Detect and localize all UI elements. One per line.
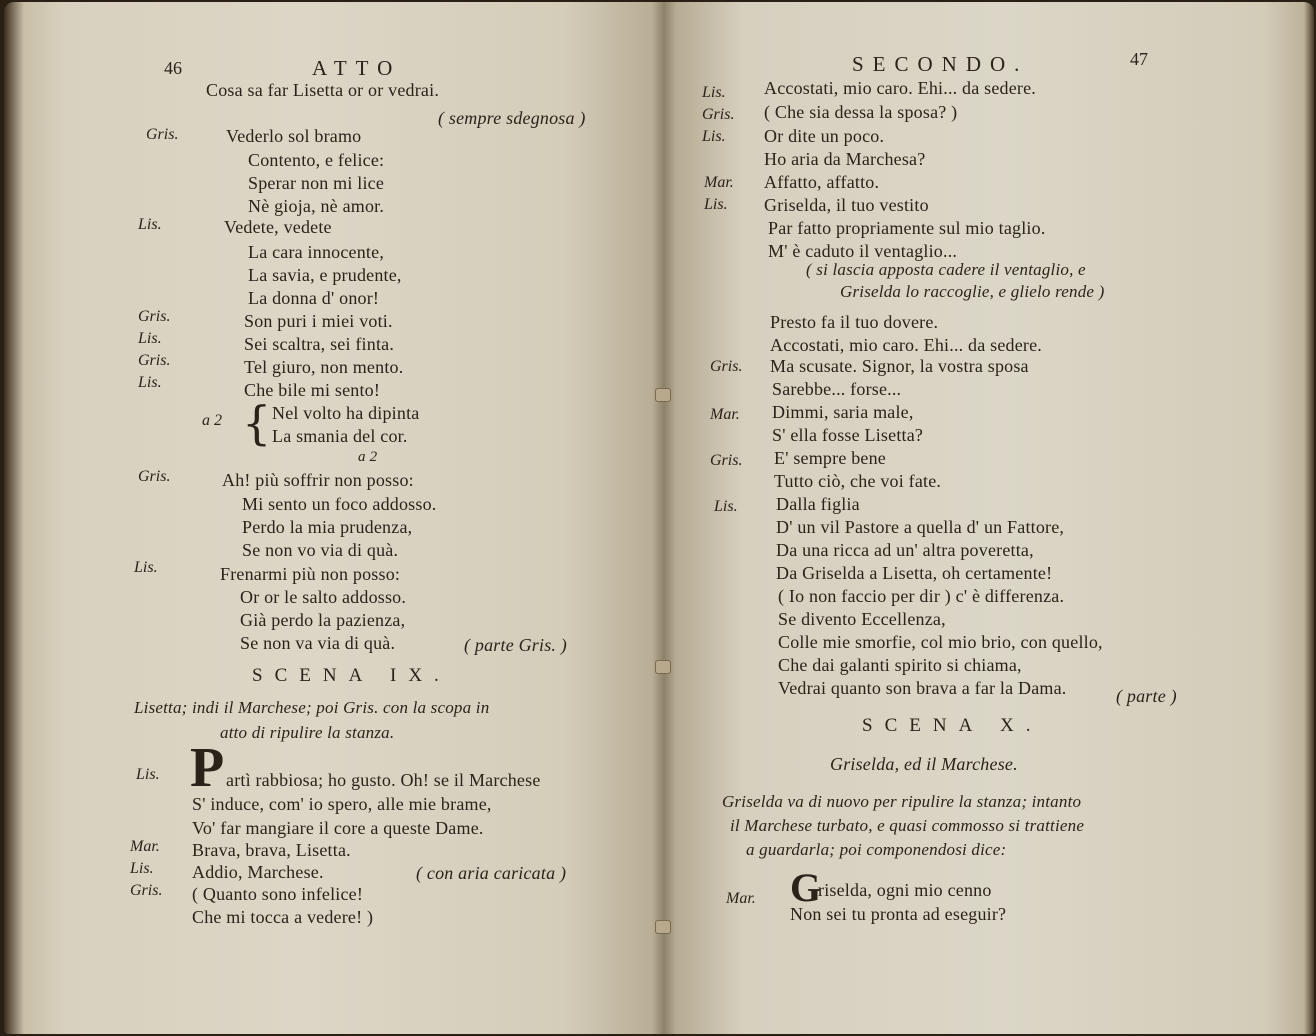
speaker-label: Lis. [130, 860, 154, 877]
verse-line: Se non vo via di quà. [242, 540, 399, 560]
speaker-label: Lis. [136, 766, 160, 783]
verse-line: ( Quanto sono infelice! [192, 884, 364, 904]
speaker-label: Mar. [130, 838, 160, 855]
stage-direction: ( sempre sdegnosa ) [438, 108, 586, 128]
drop-cap: G [790, 865, 822, 910]
verse-line: Mi sento un foco addosso. [242, 494, 437, 514]
speaker-label: Gris. [138, 352, 171, 369]
verse-line: E' sempre bene [774, 448, 886, 468]
verse-line: Che dai galanti spirito si chiama, [778, 655, 1022, 675]
verse-line: Ho aria da Marchesa? [764, 149, 926, 169]
verse-line: Sei scaltra, sei finta. [244, 334, 395, 354]
verse-line: La smania del cor. [272, 426, 408, 446]
stage-direction: ( parte ) [1116, 686, 1177, 706]
verse-line: D' un vil Pastore a quella d' un Fattore, [776, 517, 1065, 537]
scene-title: SCENA IX. [252, 665, 451, 686]
verse-line: Nè gioja, nè amor. [248, 196, 385, 216]
scene-subtitle: Griselda, ed il Marchese. [830, 754, 1018, 774]
verse-line: Se divento Eccellenza, [778, 609, 946, 629]
verse-line: Son puri i miei voti. [244, 311, 393, 331]
scene-direction: atto di ripulire la stanza. [220, 723, 395, 742]
verse-line: ( Io non faccio per dir ) c' è differenza. [778, 586, 1065, 606]
stage-direction: ( si lascia apposta cadere il ventaglio, e [806, 260, 1086, 279]
speaker-label: Gris. [146, 126, 179, 143]
speaker-label: Mar. [726, 890, 756, 907]
scene-direction: il Marchese turbato, e quasi commosso si trattiene [730, 816, 1085, 835]
speaker-label: Mar. [704, 174, 734, 191]
verse-line: Frenarmi più non posso: [220, 564, 401, 584]
speaker-label: Gris. [710, 358, 743, 375]
verse-line: Or dite un poco. [764, 126, 885, 146]
verse-line: Da Griselda a Lisetta, oh certamente! [776, 563, 1053, 583]
verse-line: Sarebbe... forse... [772, 379, 902, 399]
verse-line: Vo' far mangiare il core a queste Dame. [192, 818, 484, 838]
verse-line: Vedete, vedete [224, 217, 332, 237]
verse-line: Che mi tocca a vedere! ) [192, 907, 374, 927]
page-number: 47 [1130, 49, 1148, 69]
verse-line: Presto fa il tuo dovere. [770, 312, 939, 332]
verse-line: Tel giuro, non mento. [244, 357, 404, 377]
drop-cap: P [190, 737, 225, 799]
verse-line: Par fatto propriamente sul mio taglio. [768, 218, 1046, 238]
verse-line: riselda, ogni mio cenno [818, 880, 992, 900]
verse-line: Cosa sa far Lisetta or or vedrai. [206, 80, 440, 100]
verse-line: S' ella fosse Lisetta? [772, 425, 924, 445]
verse-line: Vederlo sol bramo [226, 126, 362, 146]
verse-line: Accostati, mio caro. Ehi... da sedere. [764, 78, 1037, 98]
scene-title: SCENA X. [862, 715, 1043, 736]
verse-line: La savia, e prudente, [248, 265, 402, 285]
stage-direction: Griselda lo raccoglie, e glielo rende ) [840, 282, 1105, 301]
scene-direction: Griselda va di nuovo per ripulire la stanza; intanto [722, 792, 1082, 811]
speaker-label: Gris. [710, 452, 743, 469]
verse-line: Dalla figlia [776, 494, 860, 514]
verse-line: Affatto, affatto. [764, 172, 880, 192]
verse-line: ( Che sia dessa la sposa? ) [764, 102, 958, 122]
verse-line: Or or le salto addosso. [240, 587, 407, 607]
speaker-label: Mar. [710, 406, 740, 423]
page-number: 46 [164, 58, 182, 78]
verse-line: La cara innocente, [248, 242, 385, 262]
stage-direction: ( con aria caricata ) [416, 863, 567, 883]
verse-line: S' induce, com' io spero, alle mie brame, [192, 794, 492, 814]
speaker-label: Lis. [134, 559, 158, 576]
speaker-label: Lis. [138, 216, 162, 233]
speaker-label: Lis. [704, 196, 728, 213]
right-page [666, 2, 1314, 1034]
a-due-marker: a 2 [358, 449, 378, 465]
verse-line: Contento, e felice: [248, 150, 385, 170]
speaker-label: Gris. [138, 308, 171, 325]
scene-direction: Lisetta; indi il Marchese; poi Gris. con la scopa in [134, 698, 490, 717]
verse-line: Tutto ciò, che voi fate. [774, 471, 942, 491]
verse-line: M' è caduto il ventaglio... [768, 241, 958, 261]
verse-line: Colle mie smorfie, col mio brio, con quello, [778, 632, 1103, 652]
verse-line: Che bile mi sento! [244, 380, 381, 400]
verse-line: Già perdo la pazienza, [240, 610, 406, 630]
verse-line: Brava, brava, Lisetta. [192, 840, 351, 860]
a-due-marker: a 2 [202, 412, 222, 429]
left-page [4, 2, 654, 1034]
verse-line: Dimmi, saria male, [772, 402, 914, 422]
running-head: ATTO [312, 56, 402, 80]
verse-line: Accostati, mio caro. Ehi... da sedere. [770, 335, 1043, 355]
verse-line: Ma scusate. Signor, la vostra sposa [770, 356, 1029, 376]
speaker-label: Lis. [138, 374, 162, 391]
stage-direction: ( parte Gris. ) [464, 635, 567, 655]
verse-line: Nel volto ha dipinta [272, 403, 420, 423]
running-head: SECONDO. [852, 52, 1029, 76]
verse-line: Non sei tu pronta ad eseguir? [790, 904, 1007, 924]
verse-line: Sperar non mi lice [248, 173, 385, 193]
open-book [4, 2, 1314, 1034]
speaker-label: Lis. [702, 128, 726, 145]
verse-line: Da una ricca ad un' altra poveretta, [776, 540, 1034, 560]
verse-line: La donna d' onor! [248, 288, 380, 308]
verse-line: Perdo la mia prudenza, [242, 517, 413, 537]
speaker-label: Lis. [714, 498, 738, 515]
speaker-label: Gris. [130, 882, 163, 899]
verse-line: artì rabbiosa; ho gusto. Oh! se il Marchese [226, 770, 541, 790]
speaker-label: Lis. [138, 330, 162, 347]
speaker-label: Gris. [138, 468, 171, 485]
speaker-label: Lis. [702, 84, 726, 101]
verse-line: Vedrai quanto son brava a far la Dama. [778, 678, 1067, 698]
scene-direction: a guardarla; poi componendosi dice: [746, 840, 1007, 859]
speaker-label: Gris. [702, 106, 735, 123]
brace-icon: { [242, 396, 272, 450]
verse-line: Ah! più soffrir non posso: [222, 470, 414, 490]
verse-line: Addio, Marchese. [192, 862, 324, 882]
verse-line: Griselda, il tuo vestito [764, 195, 929, 215]
verse-line: Se non va via di quà. [240, 633, 396, 653]
